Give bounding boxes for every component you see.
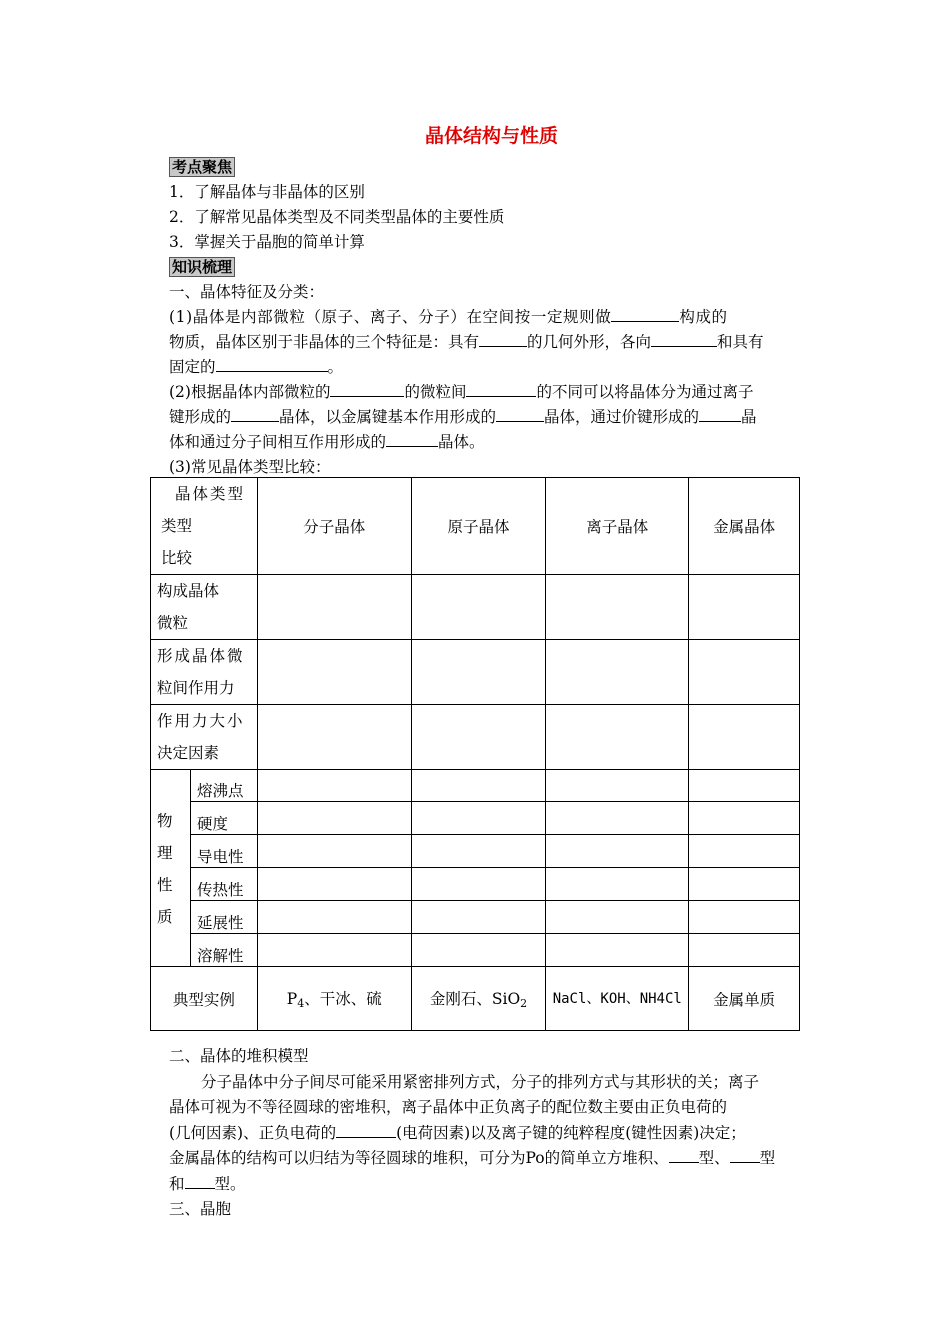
p2-line2: 键形成的 晶体，以金属键基本作用形成的 晶体，通过价键形成的 晶 — [169, 405, 814, 430]
property-label: 传热性 — [190, 868, 257, 901]
table-cell[interactable] — [411, 802, 546, 835]
part2-line1: 分子晶体中分子间尽可能采用紧密排列方式，分子的排列方式与其形状的关；离子 — [201, 1072, 760, 1091]
p2-line1: (2)根据晶体内部微粒的 的微粒间 的不同可以将晶体分为通过离子 — [169, 380, 814, 405]
fill-blank[interactable] — [216, 355, 328, 372]
crystal-comparison-table — [150, 477, 800, 1031]
focus-item: 3．掌握关于晶胞的简单计算 — [169, 233, 365, 251]
fill-blank[interactable] — [479, 330, 527, 347]
table-cell[interactable] — [257, 770, 411, 802]
table-cell[interactable] — [411, 868, 546, 901]
part2-title: 二、晶体的堆积模型 — [169, 1047, 309, 1065]
part2-line2: 晶体可视为不等径圆球的密堆积，离子晶体中正负离子的配位数主要由正负电荷的 — [169, 1098, 728, 1116]
table-cell[interactable] — [546, 901, 689, 934]
property-label: 导电性 — [190, 835, 257, 868]
part2-line4: 金属晶体的结构可以归结为等径圆球的堆积，可分为Po的简单立方堆积、 型、 型 — [169, 1146, 814, 1172]
table-cell[interactable] — [546, 640, 689, 705]
table-cell[interactable] — [257, 835, 411, 868]
table-cell[interactable] — [689, 868, 800, 901]
table-cell[interactable] — [546, 575, 689, 640]
knowledge-heading: 知识梳理 — [169, 257, 235, 277]
fill-blank[interactable] — [699, 405, 741, 422]
table-cell[interactable] — [411, 705, 546, 770]
table-cell[interactable] — [257, 934, 411, 967]
table-cell[interactable] — [689, 802, 800, 835]
property-label: 溶解性 — [190, 934, 257, 967]
table-cell[interactable] — [411, 901, 546, 934]
p1-line2: 物质，晶体区别于非晶体的三个特征是：具有 的几何外形，各向 和具有 — [169, 330, 814, 355]
table-cell[interactable] — [257, 640, 411, 705]
section-stacking — [169, 1044, 814, 1223]
p2-line3: 体和通过分子间相互作用形成的 晶体。 — [169, 430, 814, 455]
table-cell[interactable] — [546, 705, 689, 770]
table-cell[interactable] — [411, 575, 546, 640]
fill-blank[interactable] — [336, 1121, 396, 1138]
examples-label: 典型实例 — [151, 967, 258, 1031]
fill-blank[interactable] — [231, 405, 279, 422]
part2-line3: (几何因素)、正负电荷的 (电荷因素)以及离子键的纯粹程度(键性因素)决定； — [169, 1121, 814, 1147]
example-ionic: NaCl、KOH、NH4Cl — [546, 967, 689, 1031]
column-header: 离子晶体 — [546, 478, 689, 575]
document-page — [169, 118, 814, 480]
row-header: 作用力大小 决定因素 — [151, 705, 258, 770]
focus-heading: 考点聚焦 — [169, 157, 235, 177]
part3-title: 三、晶胞 — [169, 1200, 232, 1218]
fill-blank[interactable] — [185, 1172, 215, 1189]
p1-line1: (1)晶体是内部微粒（原子、离子、分子）在空间按一定规则做 构成的 — [169, 305, 814, 330]
table-corner-header: 晶体类型 类型 比较 — [151, 478, 258, 575]
fill-blank[interactable] — [611, 305, 679, 322]
table-cell[interactable] — [546, 868, 689, 901]
example-metallic: 金属单质 — [689, 967, 800, 1031]
table-cell[interactable] — [689, 575, 800, 640]
row-header: 构成晶体 微粒 — [151, 575, 258, 640]
p1-line3: 固定的 。 — [169, 355, 814, 380]
fill-blank[interactable] — [466, 380, 536, 397]
property-label: 延展性 — [190, 901, 257, 934]
part2-line5: 和 型。 — [169, 1172, 814, 1198]
fill-blank[interactable] — [730, 1146, 760, 1163]
table-cell[interactable] — [546, 835, 689, 868]
table-cell[interactable] — [257, 575, 411, 640]
table-cell[interactable] — [257, 868, 411, 901]
table-cell[interactable] — [411, 770, 546, 802]
row-header: 形成晶体微 粒间作用力 — [151, 640, 258, 705]
example-molecular: $P_4$、干冰、硫 — [257, 967, 411, 1031]
column-header: 分子晶体 — [257, 478, 411, 575]
physical-properties-label: 物 理 性 质 — [151, 770, 191, 967]
table-cell[interactable] — [411, 835, 546, 868]
fill-blank[interactable] — [330, 380, 404, 397]
table-cell[interactable] — [689, 770, 800, 802]
table-cell[interactable] — [257, 705, 411, 770]
focus-item: 1．了解晶体与非晶体的区别 — [169, 183, 365, 201]
fill-blank[interactable] — [669, 1146, 699, 1163]
table-cell[interactable] — [689, 835, 800, 868]
table-cell[interactable] — [257, 802, 411, 835]
table-cell[interactable] — [689, 705, 800, 770]
table-cell[interactable] — [546, 802, 689, 835]
fill-blank[interactable] — [496, 405, 544, 422]
document-title: 晶体结构与性质 — [424, 125, 558, 147]
table-cell[interactable] — [689, 640, 800, 705]
fill-blank[interactable] — [651, 330, 717, 347]
table-cell[interactable] — [411, 934, 546, 967]
fill-blank[interactable] — [386, 430, 438, 447]
table-cell[interactable] — [546, 770, 689, 802]
column-header: 金属晶体 — [689, 478, 800, 575]
table-cell[interactable] — [257, 901, 411, 934]
p3-line: (3)常见晶体类型比较： — [169, 458, 331, 476]
property-label: 硬度 — [190, 802, 257, 835]
table-cell[interactable] — [411, 640, 546, 705]
table-cell[interactable] — [689, 934, 800, 967]
example-atomic: 金刚石、SiO$_2$ — [411, 967, 546, 1031]
table-cell[interactable] — [689, 901, 800, 934]
table-cell[interactable] — [546, 934, 689, 967]
property-label: 熔沸点 — [190, 770, 257, 802]
column-header: 原子晶体 — [411, 478, 546, 575]
part1-title: 一、晶体特征及分类： — [169, 283, 325, 301]
focus-item: 2．了解常见晶体类型及不同类型晶体的主要性质 — [169, 208, 505, 226]
